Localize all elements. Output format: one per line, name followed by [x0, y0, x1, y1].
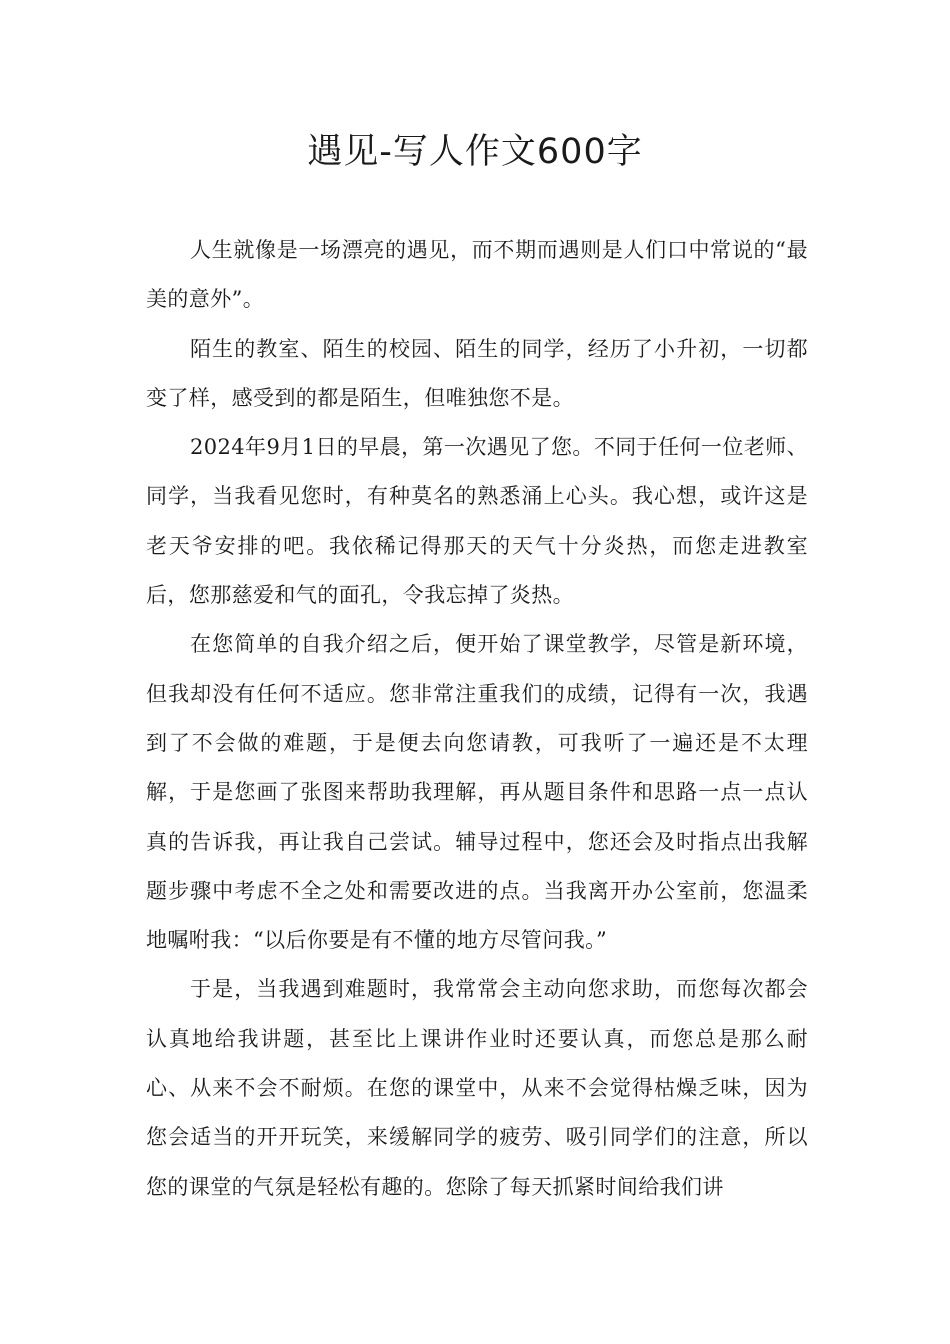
paragraph-4: 在您简单的自我介绍之后，便开始了课堂教学，尽管是新环境，但我却没有任何不适应。您非常注重我们的成绩，记得有一次，我遇到了不会做的难题，于是便去向您请教，可我听了一遍还是不太理解，于是您画了张图来帮助我理解，再从题目条件和思路一点一点认真的告诉我，再让我自己尝试。辅导过程中，您还会及时指点出我解题步骤中考虑不全之处和需要改进的点。当我离开办公室前，您温柔地嘱咐我：“以后你要是有不懂的地方尽管问我。”: [146, 632, 808, 953]
paragraph-2: 陌生的教室、陌生的校园、陌生的同学，经历了小升初，一切都变了样，感受到的都是陌生，但唯独您不是。: [146, 336, 808, 410]
document-title: 遇见-写人作文600字: [307, 132, 643, 172]
paragraph-1: 人生就像是一场漂亮的遇见，而不期而遇则是人们口中常说的“最美的意外”。: [146, 238, 808, 312]
paragraph-3: 2024年9月1日的早晨，第一次遇见了您。不同于任何一位老师、同学，当我看见您时，有种莫名的熟悉涌上心头。我心想，或许这是老天爷安排的吧。我依稀记得那天的天气十分炎热，而您走进教室后，您那慈爱和气的面孔，令我忘掉了炎热。: [146, 435, 808, 608]
paragraph-5: 于是，当我遇到难题时，我常常会主动向您求助，而您每次都会认真地给我讲题，甚至比上课讲作业时还要认真，而您总是那么耐心、从来不会不耐烦。在您的课堂中，从来不会觉得枯燥乏味，因为您会适当的开开玩笑，来缓解同学的疲劳、吸引同学们的注意，所以您的课堂的气氛是轻松有趣的。您除了每天抓紧时间给我们讲: [146, 977, 808, 1199]
essay-body: [146, 226, 808, 1212]
